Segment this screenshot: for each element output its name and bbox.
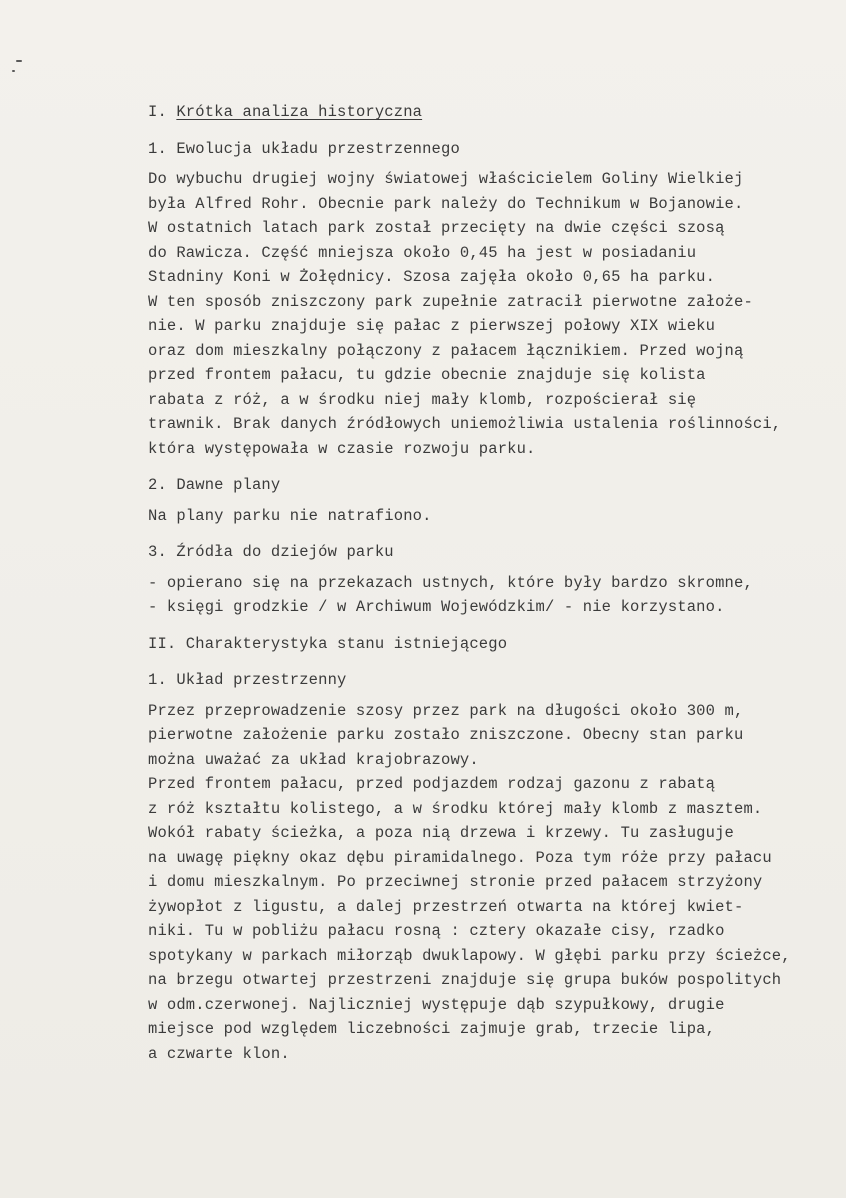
text-line: przed frontem pałacu, tu gdzie obecnie znajduje się kolista — [148, 366, 706, 384]
section-heading: II. Charakterystyka stanu istniejącego — [148, 634, 508, 653]
text-line: Przed frontem pałacu, przed podjazdem rodzaj gazonu z rabatą — [148, 775, 716, 793]
text-line: Wokół rabaty ścieżka, a poza nią drzewa i krzewy. Tu zasługuje — [148, 824, 734, 842]
spacer — [148, 620, 838, 632]
text-line: miejsce pod względem liczebności zajmuje grab, trzecie lipa, — [148, 1020, 716, 1038]
section-heading: 1. Ewolucja układu przestrzennego — [148, 139, 460, 158]
section-heading: 2. Dawne plany — [148, 476, 281, 494]
text-line: pierwotne założenie parku zostało zniszczone. Obecny stan parku — [148, 726, 744, 744]
text-line: i domu mieszkalnym. Po przeciwnej stronie przed pałacem strzyżony — [148, 873, 763, 891]
text-line: w odm.czerwonej. Najliczniej występuje dąb szypułkowy, drugie — [148, 995, 725, 1014]
spacer — [148, 656, 838, 668]
heading-title: Krótka analiza historyczna — [176, 103, 423, 121]
text-line: W ostatnich latach park został przecięty na dwie części szosą — [148, 219, 725, 237]
text-line: można uważać za układ krajobrazowy. — [148, 750, 479, 769]
text-line: trawnik. Brak danych źródłowych uniemożliwia ustalenia roślinności, — [148, 415, 782, 433]
document-body — [148, 100, 838, 1066]
spacer — [148, 461, 838, 473]
section-heading: 1. Układ przestrzenny — [148, 671, 347, 689]
text-line: Przez przeprowadzenie szosy przez park na długości około 300 m, — [148, 701, 744, 720]
text-line: oraz dom mieszkalny połączony z pałacem łącznikiem. Przed wojną — [148, 341, 744, 360]
text-line: niki. Tu w pobliżu pałacu rosną : cztery okazałe cisy, rzadko — [148, 922, 725, 940]
text-line: żywopłot z ligustu, a dalej przestrzeń otwarta na której kwiet- — [148, 897, 744, 916]
text-line: na brzegu otwartej przestrzeni znajduje się grupa buków pospolitych — [148, 971, 782, 989]
heading-number: I. — [148, 103, 177, 121]
spacer — [148, 528, 838, 540]
text-line: spotykany w parkach miłorząb dwuklapowy. W głębi parku przy ścieżce, — [148, 946, 791, 965]
text-line: W ten sposób zniszczony park zupełnie zatracił pierwotne założe- — [148, 292, 753, 311]
text-line: do Rawicza. Część mniejsza około 0,45 ha jest w posiadaniu — [148, 243, 697, 262]
text-line: rabata z róż, a w środku niej mały klomb, rozpościerał się — [148, 390, 697, 409]
text-line: nie. W parku znajduje się pałac z pierwszej połowy XIX wieku — [148, 317, 716, 335]
text-line: - księgi grodzkie / w Archiwum Wojewódzkim/ - nie korzystano. — [148, 598, 725, 616]
text-line: była Alfred Rohr. Obecnie park należy do Technikum w Bojanowie. — [148, 194, 744, 213]
text-line: - opierano się na przekazach ustnych, które były bardzo skromne, — [148, 573, 753, 592]
text-line: na uwagę piękny okaz dębu piramidalnego. Poza tym róże przy pałacu — [148, 848, 772, 867]
text-line: z róż kształtu kolistego, a w środku której mały klomb z masztem. — [148, 799, 763, 818]
spacer — [148, 125, 838, 137]
margin-mark — [16, 60, 22, 62]
margin-mark — [12, 70, 15, 72]
text-line: Na plany parku nie natrafiono. — [148, 506, 432, 525]
text-line: a czwarte klon. — [148, 1044, 290, 1063]
text-line: Stadniny Koni w Żołędnicy. Szosa zajęła około 0,65 ha parku. — [148, 268, 716, 286]
text-line: która występowała w czasie rozwoju parku. — [148, 439, 536, 458]
text-line: Do wybuchu drugiej wojny światowej właścicielem Goliny Wielkiej — [148, 170, 744, 188]
section-heading — [148, 100, 838, 125]
section-heading: 3. Źródła do dziejów parku — [148, 543, 394, 561]
